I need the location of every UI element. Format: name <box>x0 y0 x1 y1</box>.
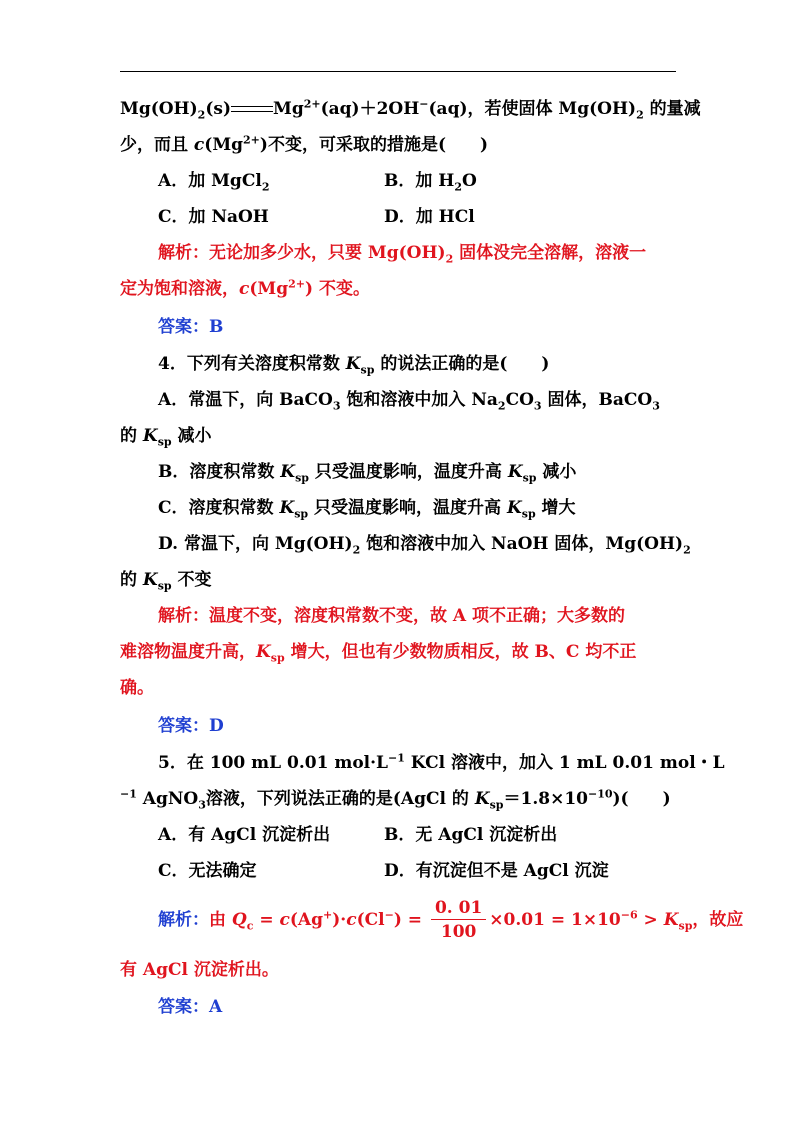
q4-option-d-line-1: D. 常温下，向 $Mg(OH)_2$ 饱和溶液中加入 NaOH 固体，$Mg(OH)_2$ <box>158 534 691 557</box>
q3-answer: 答案：B <box>158 317 224 337</box>
q5-explanation-line-1: 解析：由 $Q_c = c(Ag^+)\cdot c(Cl^-)$ = $\frac{0. 01}{100}$ $\times 0.01 = 1\times 10^{-6} > K_{sp}$，故应 <box>158 898 744 942</box>
q3-options-row-2 <box>158 206 676 228</box>
equilibrium-arrow-icon <box>231 103 273 117</box>
q4-option-c: C．溶度积常数 $K_{sp}$ 只受温度影响，温度升高 $K_{sp}$ 增大 <box>158 498 576 521</box>
q5-option-c: C．无法确定 <box>158 861 257 881</box>
q5-stem-line-1: 5．在 100 mL 0.01 $mol\cdot L^{-1}$ KCl 溶液中，加入 1 mL 0.01 mol・L <box>158 751 725 773</box>
q4-answer: 答案：D <box>158 716 224 736</box>
fraction <box>431 897 486 944</box>
q3-options-row-1 <box>158 170 676 192</box>
q3-stem-line-2: 少，而且 $c(Mg^{2+})$不变，可采取的措施是( ) <box>120 133 489 155</box>
q5-option-d: D．有沉淀但不是 AgCl 沉淀 <box>384 861 609 881</box>
q3-option-c: C．加 NaOH <box>158 207 269 227</box>
q4-explanation-line-2: 难溶物温度升高，$K_{sp}$ 增大，但也有少数物质相反，故 B、C 均不正 <box>120 642 637 665</box>
q5-option-a: A．有 AgCl 沉淀析出 <box>158 825 331 845</box>
fraction-denominator: 100 <box>440 922 477 942</box>
q3-option-a: A．加 MgCl$_2$ <box>158 171 270 194</box>
q5-option-b: B．无 AgCl 沉淀析出 <box>384 825 558 845</box>
q3-option-d: D．加 HCl <box>384 207 475 227</box>
q3-option-b: B．加 $H_2O$ <box>384 171 477 194</box>
fraction-numerator: 0. 01 <box>431 897 486 920</box>
q4-explanation-line-1: 解析：温度不变，溶度积常数不变，故 A 项不正确；大多数的 <box>158 606 626 626</box>
q4-option-d-line-2: 的 $K_{sp}$ 不变 <box>120 570 212 593</box>
q5-answer: 答案：A <box>158 997 223 1017</box>
header-rule <box>120 71 676 72</box>
q4-stem: 4．下列有关溶度积常数 $K_{sp}$ 的说法正确的是( ) <box>158 354 550 377</box>
q4-option-a-line-1: A．常温下，向 BaCO$_3$ 饱和溶液中加入 $Na_2CO_3$ 固体，BaCO$_3$ <box>158 390 660 413</box>
q5-explanation-line-2: 有 AgCl 沉淀析出。 <box>120 960 279 980</box>
q5-options-row-2 <box>158 860 676 882</box>
q4-option-a-line-2: 的 $K_{sp}$ 减小 <box>120 426 212 449</box>
q3-explanation-line-1: 解析：无论加多少水，只要 $Mg(OH)_2$ 固体没完全溶解，溶液一 <box>158 243 647 266</box>
q3-stem-line-1: $Mg(OH)_2(s)$ $Mg^{2+}(aq)+2OH^-(aq)$，若使固体 $Mg(OH)_2$ 的量减 <box>120 97 701 122</box>
q4-explanation-line-3: 确。 <box>120 678 154 698</box>
q5-stem-line-2: $^{-1}$ AgNO$_3$溶液，下列说法正确的是(AgCl 的 $K_{sp}=1.8\times 10^{-10}$)( ) <box>120 787 671 812</box>
q5-options-row-1 <box>158 824 676 846</box>
q4-option-b: B．溶度积常数 $K_{sp}$ 只受温度影响，温度升高 $K_{sp}$ 减小 <box>158 462 577 485</box>
q3-explanation-line-2: 定为饱和溶液，$c(Mg^{2+})$ 不变。 <box>120 277 370 299</box>
